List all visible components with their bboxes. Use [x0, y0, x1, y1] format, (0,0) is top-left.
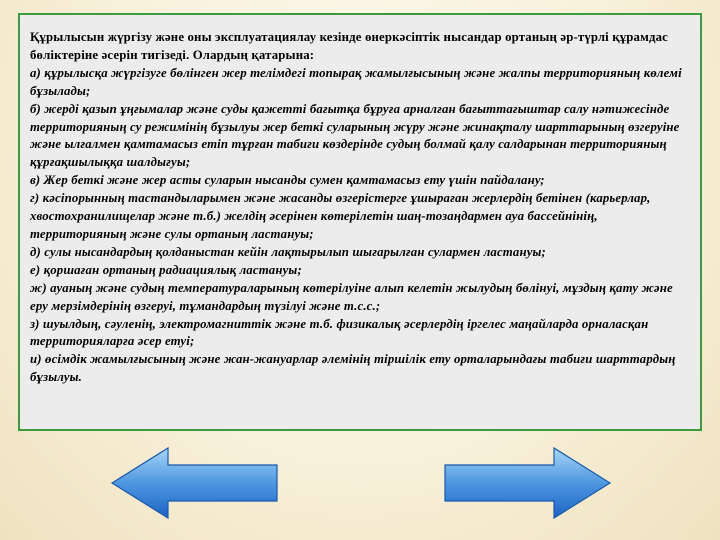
list-item: з) шуылдың, сәуленің, электромагниттік және т.б. физикалық әсерлердің іргелес маңайларда орналасқан территорияларға әсер етуі; — [30, 316, 649, 349]
list-item: в) Жер беткі және жер асты суларын нысанды сумен қамтамасыз ету үшін пайдалану; — [30, 173, 545, 188]
list-item: а) құрылысқа жүргізуге бөлінген жер телімдегі топырақ жамылғысының және жалпы территорияның көлемі бұзылады; — [30, 65, 682, 98]
list-item: б) жерді қазып ұңғымалар және суды қажетті бағытқа бұруға арналған бағыттағыштар салу нәтижесінде территорияның су режимінің бұзылуы жер беткі суларының жүру және жинақталу шарттарының өзгеруіне және ылғалмен қамтамасыз етіп тұрған табиғи көздерінде судың болмай қалу салдарынан территорияның құрғақшылыққа шалдығуы; — [30, 101, 680, 170]
list-item: ж) ауаның және судың температураларының көтерілуіне алып келетін жылудың бөлінуі, мұздың қату және еру мерзімдерінің өзгеруі, тұмандардың түзілуі және т.с.с.; — [30, 280, 673, 313]
list-item: г) кәсіпорынның тастандыларымен және жасанды өзгерістерге ұшыраған жерлердің бетінен (карьерлар, хвостохранилищелар және т.б.) желдің әсерінен көтерілетін шаң-тозаңдармен ауа бассейнінің, территорияның және сулы ортаның ластануы; — [30, 191, 651, 241]
intro-paragraph: Құрылысын жүргізу және оны эксплуатациялау кезінде өнеркәсіптік нысандар ортаның әр-түрлі құрамдас бөліктеріне әсерін тигізеді. Олардың қатарына: — [30, 30, 668, 62]
arrow-left-icon — [112, 448, 277, 518]
list-item: д) сулы нысандардың қолданыстан кейін лақтырылып шығарылған сулармен ластануы; — [30, 244, 546, 259]
back-button[interactable] — [110, 446, 280, 520]
list-item: е) қоршаған ортаның радиациялық ластануы; — [30, 262, 302, 277]
list-item: и) өсімдік жамылғысының және жан-жануарлар әлемінің тіршілік ету орталарындағы табиғи шарттардың бұзылуы. — [30, 352, 676, 385]
forward-button[interactable] — [442, 446, 612, 520]
body-text — [30, 29, 690, 387]
content-frame — [18, 13, 702, 431]
arrow-right-icon — [445, 448, 610, 518]
